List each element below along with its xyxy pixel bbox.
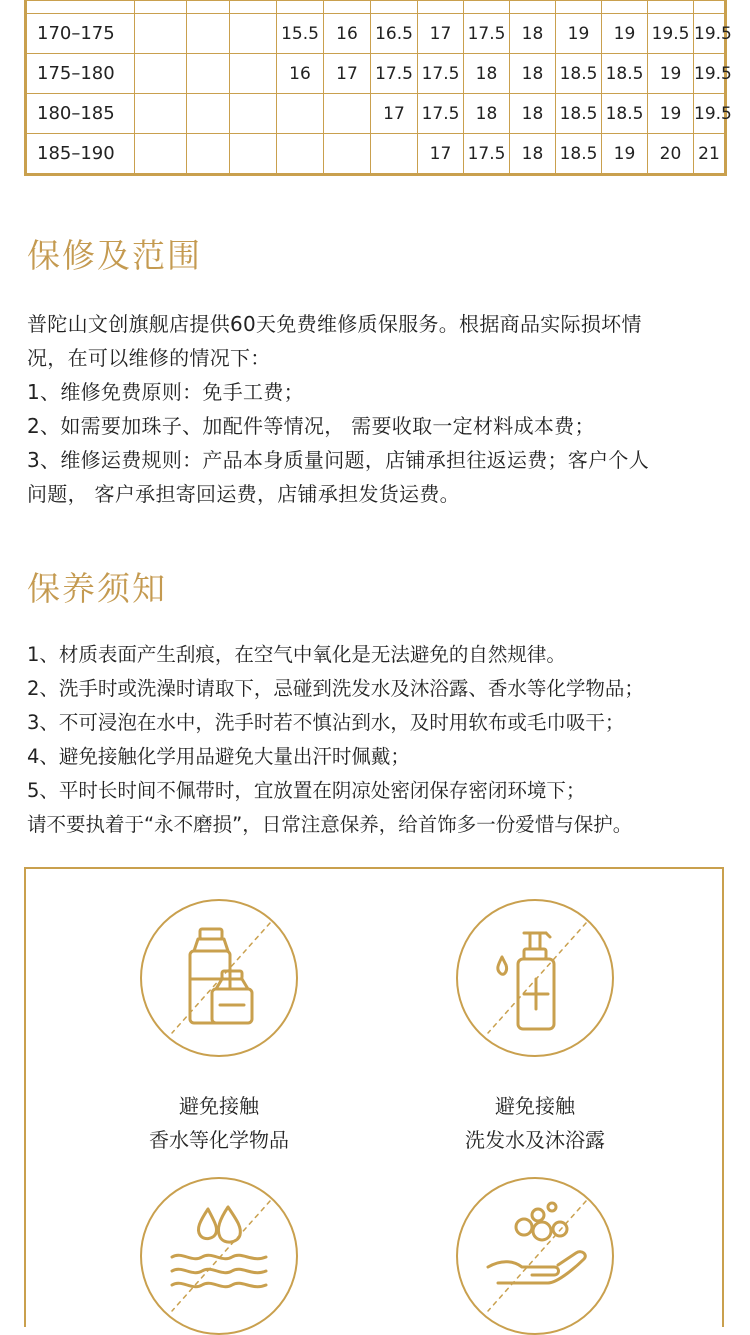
- icon-caption-line2: 洗发水及沐浴露: [465, 1128, 605, 1152]
- table-cell: [277, 94, 324, 134]
- warranty-line: 3、维修运费规则：产品本身质量问题，店铺承担往返运费；客户个人: [27, 448, 650, 472]
- table-cell: 17.5: [371, 54, 418, 94]
- table-cell: 19: [602, 134, 648, 175]
- table-cell: [187, 14, 230, 54]
- table-cell: 19: [602, 14, 648, 54]
- perfume-bottles-icon: [140, 899, 298, 1057]
- table-cell: [187, 94, 230, 134]
- table-cell: [510, 1, 556, 14]
- table-cell: 18.5: [602, 94, 648, 134]
- table-cell: [371, 1, 418, 14]
- table-cell: 17.5: [464, 134, 510, 175]
- water-drops-icon: [140, 1177, 298, 1335]
- table-cell: [187, 54, 230, 94]
- table-cell: [648, 1, 694, 14]
- table-cell: 19.5: [694, 14, 726, 54]
- warranty-text: [27, 307, 727, 511]
- table-cell: [230, 14, 277, 54]
- care-line: 2、洗手时或洗澡时请取下，忌碰到洗发水及沐浴露、香水等化学物品；: [27, 677, 644, 700]
- care-line: 请不要执着于“永不磨损”，日常注意保养，给首饰多一份爱惜与保护。: [27, 813, 633, 836]
- table-cell: [135, 1, 187, 14]
- warranty-title: 保修及范围: [27, 236, 202, 275]
- icon-card: [94, 899, 344, 1157]
- table-cell: 15.5: [277, 14, 324, 54]
- icon-card: [410, 1177, 660, 1335]
- table-cell: 19.5: [648, 14, 694, 54]
- table-cell: 17.5: [464, 14, 510, 54]
- icon-caption-line1: 避免接触: [495, 1094, 575, 1118]
- table-cell: 20: [648, 134, 694, 175]
- table-cell: [324, 1, 371, 14]
- table-cell: 19.5: [694, 54, 726, 94]
- care-line: 1、材质表面产生刮痕，在空气中氧化是无法避免的自然规律。: [27, 643, 566, 666]
- care-text: [27, 638, 727, 842]
- table-cell: [602, 1, 648, 14]
- table-cell: [418, 1, 464, 14]
- table-cell: [135, 134, 187, 175]
- table-cell: 18: [510, 94, 556, 134]
- table-cell: 18: [464, 54, 510, 94]
- table-cell: 18.5: [556, 54, 602, 94]
- care-icons-panel: [24, 867, 724, 1327]
- table-cell: 17.5: [418, 94, 464, 134]
- table-cell: 19.5: [694, 94, 726, 134]
- warranty-line: 普陀山文创旗舰店提供60天免费维修质保服务。根据商品实际损坏情: [27, 312, 642, 336]
- warranty-line: 2、如需要加珠子、加配件等情况， 需要收取一定材料成本费；: [27, 414, 595, 438]
- table-cell: 17: [371, 94, 418, 134]
- table-cell: [277, 1, 324, 14]
- icon-caption-line2: 香水等化学物品: [149, 1128, 289, 1152]
- shampoo-pump-icon: [456, 899, 614, 1057]
- icon-caption-line1: 避免接触: [179, 1094, 259, 1118]
- table-cell: 16: [277, 54, 324, 94]
- table-cell: [464, 1, 510, 14]
- table-cell: [230, 54, 277, 94]
- table-cell: [187, 134, 230, 175]
- table-cell: [187, 1, 230, 14]
- table-cell: [324, 94, 371, 134]
- warranty-line: 况，在可以维修的情况下：: [27, 346, 271, 370]
- table-cell: 18: [510, 14, 556, 54]
- table-row: [26, 14, 726, 54]
- table-cell: [135, 54, 187, 94]
- table-row: [26, 1, 726, 14]
- table-cell: [230, 94, 277, 134]
- table-cell: 17: [418, 14, 464, 54]
- table-cell: [371, 134, 418, 175]
- size-range-cell: 175–180: [26, 54, 135, 94]
- warranty-line: 问题， 客户承担寄回运费，店铺承担发货运费。: [27, 482, 460, 506]
- table-cell: [324, 134, 371, 175]
- table-cell: [26, 1, 135, 14]
- care-line: 5、平时长时间不佩带时，宜放置在阴凉处密闭保存密闭环境下；: [27, 779, 586, 802]
- table-row: [26, 134, 726, 175]
- table-cell: 21: [694, 134, 726, 175]
- warranty-line: 1、维修免费原则：免手工费；: [27, 380, 304, 404]
- table-cell: [230, 1, 277, 14]
- size-range-cell: 185–190: [26, 134, 135, 175]
- table-cell: [230, 134, 277, 175]
- table-cell: [694, 1, 726, 14]
- table-cell: 16.5: [371, 14, 418, 54]
- care-title: 保养须知: [27, 569, 167, 608]
- table-cell: [556, 1, 602, 14]
- size-range-cell: 170–175: [26, 14, 135, 54]
- table-cell: 19: [648, 54, 694, 94]
- table-cell: 19: [556, 14, 602, 54]
- table-cell: 17: [418, 134, 464, 175]
- table-row: [26, 94, 726, 134]
- table-row: [26, 54, 726, 94]
- icon-card: [94, 1177, 344, 1335]
- size-range-cell: 180–185: [26, 94, 135, 134]
- table-cell: 17: [324, 54, 371, 94]
- size-table: [24, 0, 732, 176]
- table-cell: [135, 14, 187, 54]
- table-cell: [277, 134, 324, 175]
- care-line: 3、不可浸泡在水中，洗手时若不慎沾到水，及时用软布或毛巾吸干；: [27, 711, 625, 734]
- table-cell: [135, 94, 187, 134]
- table-cell: 18.5: [556, 134, 602, 175]
- table-cell: 18.5: [556, 94, 602, 134]
- hand-washing-icon: [456, 1177, 614, 1335]
- table-cell: 16: [324, 14, 371, 54]
- table-cell: 18: [464, 94, 510, 134]
- table-cell: 17.5: [418, 54, 464, 94]
- table-cell: 18: [510, 54, 556, 94]
- table-cell: 19: [648, 94, 694, 134]
- table-cell: 18: [510, 134, 556, 175]
- icon-card: [410, 899, 660, 1157]
- care-line: 4、避免接触化学用品避免大量出汗时佩戴；: [27, 745, 410, 768]
- table-cell: 18.5: [602, 54, 648, 94]
